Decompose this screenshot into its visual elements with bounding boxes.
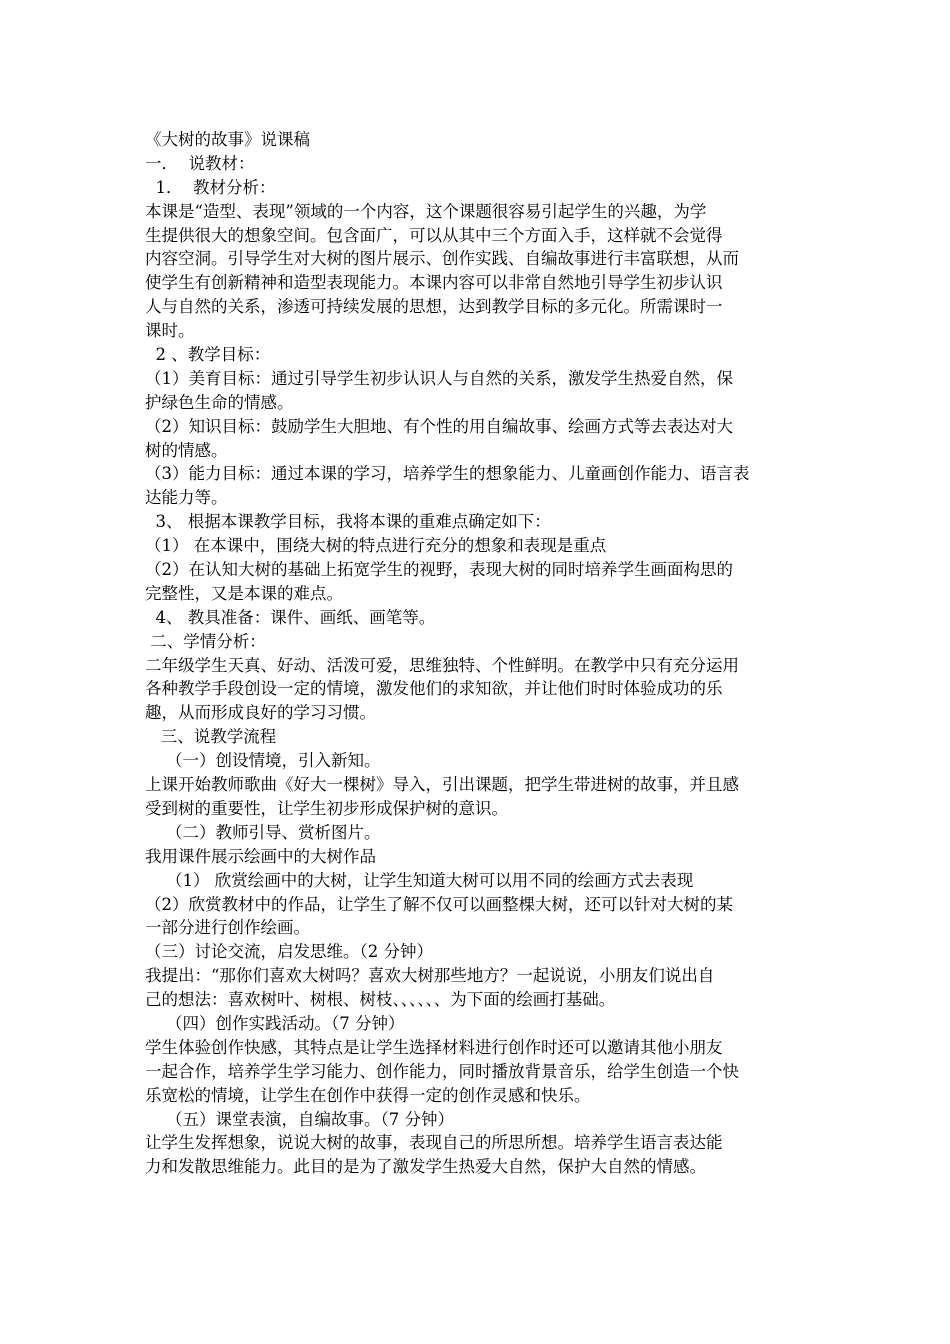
text-line: 本课是“造型、表现”领域的一个内容，这个课题很容易引起学生的兴趣，为学 [145,201,707,221]
document-body [145,152,815,1179]
text-line: 学生体验创作快感，其特点是让学生选择材料进行创作时还可以邀请其他小朋友 [145,1037,723,1057]
text-line: （二）教师引导、赏析图片。 [145,822,381,842]
text-line: 护绿色生命的情感。 [145,392,294,412]
text-line: （2）知识目标：鼓励学生大胆地、有个性的用自编故事、绘画方式等去表达对大 [145,416,733,436]
text-line: 二、学情分析： [145,631,266,651]
text-line: 2 、教学目标： [145,345,271,365]
text-line: （2）欣赏教材中的作品，让学生了解不仅可以画整棵大树，还可以针对大树的某 [145,894,733,914]
text-line: （3）能力目标：通过本课的学习，培养学生的想象能力、儿童画创作能力、语言表 [145,464,750,484]
text-line: （2）在认知大树的基础上拓宽学生的视野，表现大树的同时培养学生画面构思的 [145,560,733,580]
text-line: 内容空洞。引导学生对大树的图片展示、创作实践、自编故事进行丰富联想，从而 [145,249,739,269]
text-line: 达能力等。 [145,488,228,508]
text-line: （一）创设情境，引入新知。 [145,751,381,771]
text-line: （三）讨论交流，启发思维。（2 分钟） [145,942,433,962]
text-line: 己的想法：喜欢树叶、树根、树枝、、、、、、为下面的绘画打基础。 [145,990,616,1010]
text-line: 一起合作，培养学生学习能力、创作能力，同时播放背景音乐，给学生创造一个快 [145,1061,739,1081]
text-line: 使学生有创新精神和造型表现能力。本课内容可以非常自然地引导学生初步认识 [145,273,723,293]
text-line: 生提供很大的想象空间。包含面广，可以从其中三个方面入手，这样就不会觉得 [145,225,723,245]
text-line: 上课开始教师歌曲《好大一棵树》导入，引出课题，把学生带进树的故事，并且感 [145,775,739,795]
text-line: （五）课堂表演，自编故事。（7 分钟） [145,1109,454,1129]
text-line: （1） 在本课中，围绕大树的特点进行充分的想象和表现是重点 [145,536,607,556]
text-line: 课时。 [145,321,195,341]
document-page [145,128,815,1179]
text-line: 3、 根据本课教学目标，我将本课的重难点确定如下： [145,512,551,532]
text-line: 一部分进行创作绘画。 [145,918,310,938]
text-line: 1． 教材分析： [145,177,276,197]
text-line: 一． 说教材： [145,153,255,173]
text-line: 趣，从而形成良好的学习习惯。 [145,703,376,723]
text-line: 树的情感。 [145,440,228,460]
text-line: （四）创作实践活动。（7 分钟） [145,1013,405,1033]
text-line: 4、 教具准备：课件、画纸、画笔等。 [145,607,436,627]
text-line: 我用课件展示绘画中的大树作品 [145,846,376,866]
text-line: 二年级学生天真、好动、活泼可爱，思维独特、个性鲜明。在教学中只有充分运用 [145,655,739,675]
text-line: 人与自然的关系，渗透可持续发展的思想，达到教学目标的多元化。所需课时一 [145,297,723,317]
text-line: 力和发散思维能力。此目的是为了激发学生热爱大自然，保护大自然的情感。 [145,1157,706,1177]
text-line: 受到树的重要性，让学生初步形成保护树的意识。 [145,798,508,818]
text-line: 乐宽松的情境，让学生在创作中获得一定的创作灵感和快乐。 [145,1085,591,1105]
text-line: 我提出：“那你们喜欢大树吗？喜欢大树那些地方？一起说说，小朋友们说出自 [145,966,715,986]
text-line: 完整性，又是本课的难点。 [145,583,343,603]
document-title: 《大树的故事》说课稿 [145,130,310,149]
text-line: 三、说教学流程 [145,727,277,747]
text-line: （1）美育目标：通过引导学生初步认识人与自然的关系，激发学生热爱自然，保 [145,368,733,388]
text-line: 让学生发挥想象，说说大树的故事，表现自己的所思所想。培养学生语言表达能 [145,1133,723,1153]
text-line: （1） 欣赏绘画中的大树，让学生知道大树可以用不同的绘画方式去表现 [145,870,694,890]
text-line: 各种教学手段创设一定的情境，激发他们的求知欲，并让他们时时体验成功的乐 [145,679,723,699]
